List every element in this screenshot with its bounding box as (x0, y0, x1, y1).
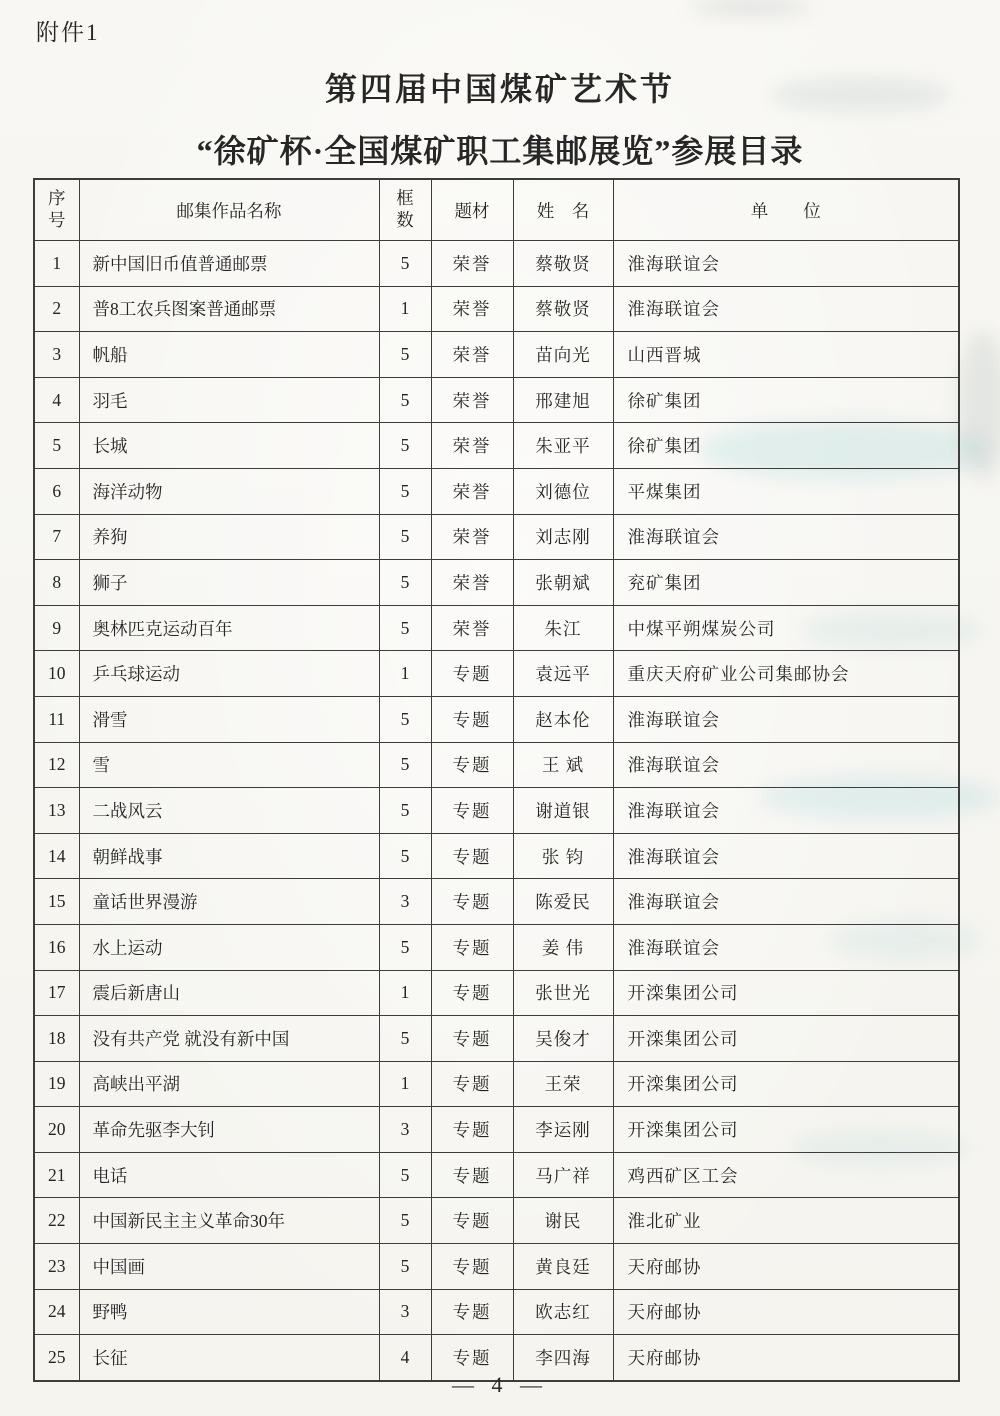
cell-no: 21 (34, 1152, 79, 1198)
cell-title: 电话 (79, 1152, 379, 1198)
cell-name: 谢道银 (513, 788, 613, 834)
cell-name: 黄良廷 (513, 1244, 613, 1290)
cell-name: 刘德位 (513, 468, 613, 514)
table-row (34, 1198, 959, 1244)
cell-theme: 荣誉 (431, 468, 513, 514)
cell-title: 高峡出平湖 (79, 1061, 379, 1107)
cell-unit: 徐矿集团 (613, 423, 959, 469)
cell-theme: 专题 (431, 1244, 513, 1290)
table-row (34, 651, 959, 697)
cell-no: 5 (34, 423, 79, 469)
table-row (34, 970, 959, 1016)
cell-name: 苗向光 (513, 332, 613, 378)
scan-artifact (958, 330, 1000, 480)
cell-no: 1 (34, 241, 79, 287)
cell-unit: 淮海联谊会 (613, 514, 959, 560)
cell-no: 23 (34, 1244, 79, 1290)
cell-frames: 5 (379, 241, 431, 287)
cell-unit: 天府邮协 (613, 1335, 959, 1381)
cell-frames: 5 (379, 332, 431, 378)
cell-title: 野鸭 (79, 1289, 379, 1335)
cell-name: 欧志红 (513, 1289, 613, 1335)
cell-unit: 重庆天府矿业公司集邮协会 (613, 651, 959, 697)
cell-unit: 徐矿集团 (613, 377, 959, 423)
cell-title: 长征 (79, 1335, 379, 1381)
table-row (34, 1152, 959, 1198)
cell-theme: 专题 (431, 1107, 513, 1153)
cell-unit: 开滦集团公司 (613, 1061, 959, 1107)
cell-no: 7 (34, 514, 79, 560)
table-row (34, 514, 959, 560)
cell-name: 李运刚 (513, 1107, 613, 1153)
cell-name: 朱亚平 (513, 423, 613, 469)
cell-no: 4 (34, 377, 79, 423)
table-body (34, 241, 959, 1381)
cell-no: 3 (34, 332, 79, 378)
cell-frames: 1 (379, 970, 431, 1016)
cell-frames: 5 (379, 833, 431, 879)
cell-name: 张朝斌 (513, 560, 613, 606)
cell-title: 长城 (79, 423, 379, 469)
cell-frames: 3 (379, 1107, 431, 1153)
cell-theme: 专题 (431, 696, 513, 742)
cell-unit: 淮海联谊会 (613, 286, 959, 332)
cell-title: 帆船 (79, 332, 379, 378)
table-row (34, 241, 959, 287)
cell-title: 新中国旧币值普通邮票 (79, 241, 379, 287)
cell-no: 24 (34, 1289, 79, 1335)
table-row (34, 286, 959, 332)
cell-title: 羽毛 (79, 377, 379, 423)
cell-title: 海洋动物 (79, 468, 379, 514)
cell-frames: 4 (379, 1335, 431, 1381)
cell-unit: 开滦集团公司 (613, 1016, 959, 1062)
cell-theme: 专题 (431, 970, 513, 1016)
cell-no: 15 (34, 879, 79, 925)
cell-title: 震后新唐山 (79, 970, 379, 1016)
cell-title: 乒乓球运动 (79, 651, 379, 697)
cell-frames: 5 (379, 1198, 431, 1244)
cell-unit: 淮海联谊会 (613, 696, 959, 742)
scan-artifact (690, 0, 810, 14)
document-title-line1: 第四届中国煤矿艺术节 (324, 71, 675, 107)
table-row (34, 468, 959, 514)
table-row (34, 696, 959, 742)
cell-unit: 中煤平朔煤炭公司 (613, 605, 959, 651)
cell-unit: 开滦集团公司 (613, 970, 959, 1016)
cell-name: 蔡敬贤 (513, 286, 613, 332)
table-row (34, 788, 959, 834)
cell-name: 陈爱民 (513, 879, 613, 925)
cell-title: 普8工农兵图案普通邮票 (79, 286, 379, 332)
cell-frames: 5 (379, 924, 431, 970)
cell-frames: 5 (379, 1016, 431, 1062)
cell-theme: 专题 (431, 788, 513, 834)
cell-title: 奥林匹克运动百年 (79, 605, 379, 651)
table-row (34, 332, 959, 378)
cell-theme: 专题 (431, 1289, 513, 1335)
cell-name: 张 钧 (513, 833, 613, 879)
cell-theme: 专题 (431, 1335, 513, 1381)
cell-theme: 荣誉 (431, 377, 513, 423)
cell-theme: 荣誉 (431, 332, 513, 378)
cell-no: 11 (34, 696, 79, 742)
cell-unit: 淮海联谊会 (613, 924, 959, 970)
cell-frames: 1 (379, 1061, 431, 1107)
cell-theme: 专题 (431, 879, 513, 925)
cell-name: 马广祥 (513, 1152, 613, 1198)
cell-title: 童话世界漫游 (79, 879, 379, 925)
cell-theme: 荣誉 (431, 605, 513, 651)
exhibition-catalog-table (33, 178, 960, 1382)
cell-unit: 天府邮协 (613, 1244, 959, 1290)
table-row (34, 605, 959, 651)
cell-theme: 专题 (431, 1152, 513, 1198)
cell-frames: 3 (379, 1289, 431, 1335)
cell-name: 谢民 (513, 1198, 613, 1244)
cell-no: 10 (34, 651, 79, 697)
column-header-name: 姓 名 (513, 179, 613, 241)
cell-frames: 5 (379, 1244, 431, 1290)
cell-unit: 淮海联谊会 (613, 742, 959, 788)
cell-unit: 淮海联谊会 (613, 833, 959, 879)
column-header-unit: 单 位 (613, 179, 959, 241)
cell-no: 22 (34, 1198, 79, 1244)
table-row (34, 423, 959, 469)
cell-name: 刘志刚 (513, 514, 613, 560)
cell-theme: 专题 (431, 833, 513, 879)
table-row (34, 1061, 959, 1107)
cell-no: 16 (34, 924, 79, 970)
cell-name: 赵本伦 (513, 696, 613, 742)
cell-theme: 专题 (431, 1016, 513, 1062)
cell-unit: 淮海联谊会 (613, 241, 959, 287)
cell-frames: 5 (379, 1152, 431, 1198)
cell-title: 中国新民主主义革命30年 (79, 1198, 379, 1244)
page-number: — 4 — (452, 1372, 548, 1397)
cell-theme: 专题 (431, 1198, 513, 1244)
cell-unit: 兖矿集团 (613, 560, 959, 606)
cell-no: 25 (34, 1335, 79, 1381)
cell-title: 水上运动 (79, 924, 379, 970)
cell-no: 19 (34, 1061, 79, 1107)
table-row (34, 377, 959, 423)
cell-theme: 荣誉 (431, 241, 513, 287)
table-row (34, 924, 959, 970)
cell-name: 李四海 (513, 1335, 613, 1381)
cell-no: 6 (34, 468, 79, 514)
cell-title: 滑雪 (79, 696, 379, 742)
cell-frames: 3 (379, 879, 431, 925)
cell-frames: 5 (379, 788, 431, 834)
cell-name: 王荣 (513, 1061, 613, 1107)
cell-title: 没有共产党 就没有新中国 (79, 1016, 379, 1062)
table-row (34, 560, 959, 606)
cell-unit: 淮海联谊会 (613, 879, 959, 925)
table-row (34, 742, 959, 788)
cell-frames: 5 (379, 468, 431, 514)
table-row (34, 1289, 959, 1335)
cell-title: 养狗 (79, 514, 379, 560)
cell-unit: 山西晋城 (613, 332, 959, 378)
cell-title: 革命先驱李大钊 (79, 1107, 379, 1153)
cell-unit: 平煤集团 (613, 468, 959, 514)
cell-frames: 5 (379, 514, 431, 560)
cell-theme: 荣誉 (431, 286, 513, 332)
cell-frames: 5 (379, 605, 431, 651)
cell-frames: 5 (379, 696, 431, 742)
cell-theme: 荣誉 (431, 560, 513, 606)
cell-no: 13 (34, 788, 79, 834)
cell-name: 王 斌 (513, 742, 613, 788)
cell-unit: 淮海联谊会 (613, 788, 959, 834)
cell-title: 狮子 (79, 560, 379, 606)
column-header-theme: 题材 (431, 179, 513, 241)
cell-name: 蔡敬贤 (513, 241, 613, 287)
cell-theme: 荣誉 (431, 423, 513, 469)
cell-theme: 荣誉 (431, 514, 513, 560)
table-row (34, 1244, 959, 1290)
cell-no: 17 (34, 970, 79, 1016)
column-header-title: 邮集作品名称 (79, 179, 379, 241)
table-header-row (34, 179, 959, 241)
cell-unit: 天府邮协 (613, 1289, 959, 1335)
attachment-label: 附件1 (36, 20, 100, 45)
cell-unit: 淮北矿业 (613, 1198, 959, 1244)
table-row (34, 833, 959, 879)
cell-name: 吴俊才 (513, 1016, 613, 1062)
document-title-line2: “徐矿杯·全国煤矿职工集邮展览”参展目录 (196, 133, 804, 169)
cell-unit: 开滦集团公司 (613, 1107, 959, 1153)
cell-title: 二战风云 (79, 788, 379, 834)
cell-no: 2 (34, 286, 79, 332)
cell-theme: 专题 (431, 924, 513, 970)
cell-theme: 专题 (431, 742, 513, 788)
cell-frames: 5 (379, 377, 431, 423)
cell-theme: 专题 (431, 651, 513, 697)
cell-frames: 1 (379, 286, 431, 332)
cell-no: 18 (34, 1016, 79, 1062)
column-header-no: 序号 (34, 179, 79, 241)
cell-title: 雪 (79, 742, 379, 788)
cell-no: 8 (34, 560, 79, 606)
cell-frames: 5 (379, 560, 431, 606)
table-row (34, 1107, 959, 1153)
cell-unit: 鸡西矿区工会 (613, 1152, 959, 1198)
cell-no: 12 (34, 742, 79, 788)
column-header-frames: 框数 (379, 179, 431, 241)
cell-name: 袁远平 (513, 651, 613, 697)
cell-no: 20 (34, 1107, 79, 1153)
cell-no: 9 (34, 605, 79, 651)
cell-name: 张世光 (513, 970, 613, 1016)
cell-no: 14 (34, 833, 79, 879)
cell-title: 朝鲜战事 (79, 833, 379, 879)
cell-theme: 专题 (431, 1061, 513, 1107)
cell-name: 邢建旭 (513, 377, 613, 423)
cell-title: 中国画 (79, 1244, 379, 1290)
cell-frames: 1 (379, 651, 431, 697)
cell-frames: 5 (379, 423, 431, 469)
table-row (34, 879, 959, 925)
cell-name: 姜 伟 (513, 924, 613, 970)
cell-frames: 5 (379, 742, 431, 788)
cell-name: 朱江 (513, 605, 613, 651)
table-row (34, 1016, 959, 1062)
